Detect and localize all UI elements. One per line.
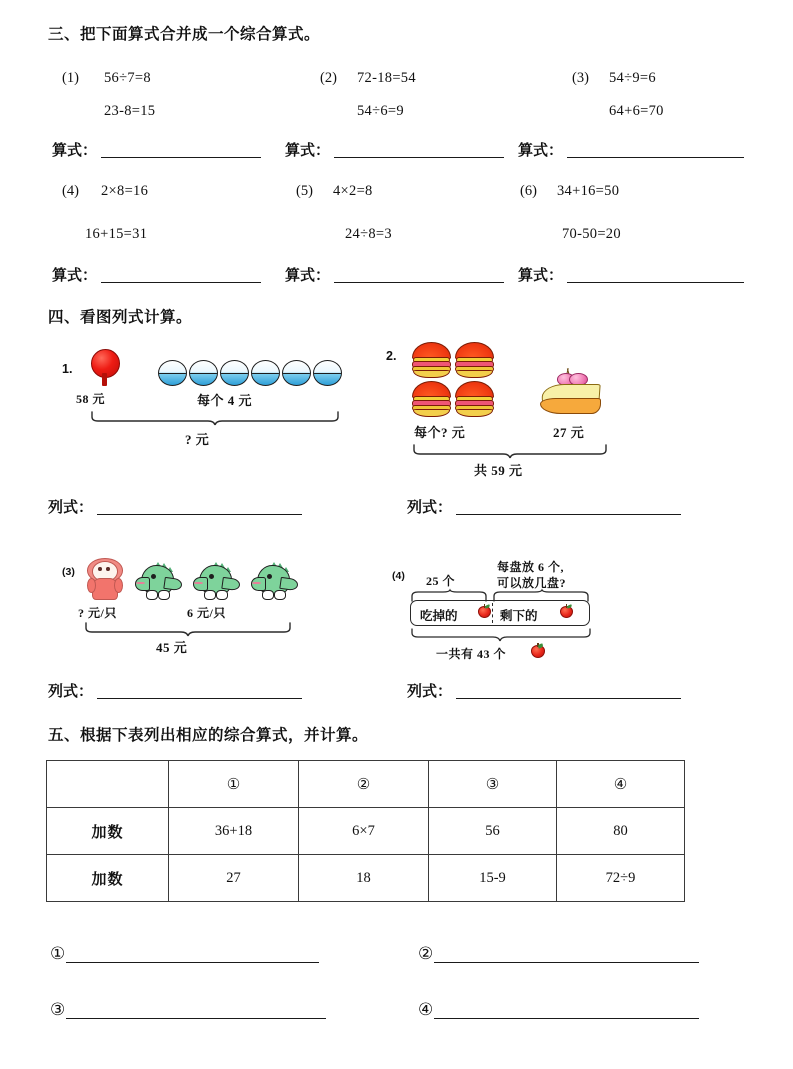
answer-blank[interactable] xyxy=(456,697,681,699)
table-cell: 6×7 xyxy=(299,808,429,855)
total-brace-label-p2: 共 59 元 xyxy=(474,463,523,478)
answer-label: 算式： xyxy=(52,267,98,284)
total-brace-p1 xyxy=(90,410,340,426)
answer-row xyxy=(52,268,261,283)
cake-price-label: 27 元 xyxy=(553,425,585,440)
answer-label: 列式： xyxy=(48,683,94,700)
problem-expression-line2: 64+6=70 xyxy=(609,103,664,119)
answer-line-1 xyxy=(50,946,319,963)
answer-blank[interactable] xyxy=(434,961,699,963)
circled-number: ③ xyxy=(50,1000,66,1020)
plates-question-line1: 每盘放 6 个, xyxy=(497,560,565,574)
answer-row xyxy=(518,268,744,283)
answer-blank[interactable] xyxy=(567,156,744,158)
answer-blank[interactable] xyxy=(101,156,261,158)
problem-number: (5) xyxy=(296,183,313,199)
answer-blank[interactable] xyxy=(456,513,681,515)
answer-blank[interactable] xyxy=(434,1017,699,1019)
table-row xyxy=(47,808,685,855)
answer-blank[interactable] xyxy=(66,961,319,963)
table-row-label: 加数 xyxy=(47,855,169,902)
picture-problem-number: 2. xyxy=(386,349,397,363)
answer-label: 算式： xyxy=(52,142,98,159)
total-brace-p3 xyxy=(84,622,292,637)
table-cell: 56 xyxy=(429,808,557,855)
answer-row xyxy=(48,500,302,515)
monkey-price-label: ? 元/只 xyxy=(78,606,117,620)
answer-row xyxy=(52,143,261,158)
answer-label: 算式： xyxy=(285,142,331,159)
table-cell: 15-9 xyxy=(429,855,557,902)
answer-blank[interactable] xyxy=(97,697,302,699)
problem-expression-line1: 54÷9=6 xyxy=(609,70,656,86)
total-brace-p2 xyxy=(412,443,608,459)
answer-label: 算式： xyxy=(518,267,564,284)
problem-expression-line2: 16+15=31 xyxy=(85,226,148,242)
problem-expression-line2: 70-50=20 xyxy=(562,226,621,242)
paddle-price-label: 58 元 xyxy=(76,392,106,406)
problem-expression-line1: 72-18=54 xyxy=(357,70,416,86)
table-cell: 18 xyxy=(299,855,429,902)
circled-number: ④ xyxy=(418,1000,434,1020)
table-row-label: 加数 xyxy=(47,808,169,855)
eaten-count-label: 25 个 xyxy=(426,574,456,588)
problem-number: (6) xyxy=(520,183,537,199)
problem-number: (4) xyxy=(62,183,79,199)
answer-row xyxy=(407,684,681,699)
total-brace-p4 xyxy=(410,628,592,642)
answer-row xyxy=(285,268,504,283)
answer-label: 列式： xyxy=(48,499,94,516)
apple-split-divider xyxy=(492,603,493,623)
table-header-row xyxy=(47,761,685,808)
picture-problem-number: (3) xyxy=(62,566,75,578)
table-header-cell: ② xyxy=(299,761,429,808)
apple-icon xyxy=(531,645,545,658)
picture-problem-number: (4) xyxy=(392,570,405,582)
section-5-title: 五、根据下表列出相应的综合算式，并计算。 xyxy=(48,727,369,744)
total-brace-label-p3: 45 元 xyxy=(156,640,188,655)
table-header-cell: ③ xyxy=(429,761,557,808)
answer-blank[interactable] xyxy=(334,281,504,283)
table-header-cell xyxy=(47,761,169,808)
answer-row xyxy=(48,684,302,699)
answer-label: 列式： xyxy=(407,683,453,700)
problem-expression-line1: 34+16=50 xyxy=(557,183,620,199)
table-cell: 36+18 xyxy=(169,808,299,855)
problem-number: (2) xyxy=(320,70,337,86)
problem-expression-line1: 4×2=8 xyxy=(333,183,373,199)
answer-row xyxy=(407,500,681,515)
answer-blank[interactable] xyxy=(66,1017,326,1019)
cake-slice-icon xyxy=(538,372,600,416)
table-cell: 80 xyxy=(557,808,685,855)
answer-line-4 xyxy=(418,1002,699,1019)
answer-label: 列式： xyxy=(407,499,453,516)
total-brace-label-p1: ? 元 xyxy=(185,432,210,447)
answer-blank[interactable] xyxy=(334,156,504,158)
answer-label: 算式： xyxy=(518,142,564,159)
ball-unit-price-label: 每个 4 元 xyxy=(197,393,253,408)
problem-expression-line2: 24÷8=3 xyxy=(345,226,392,242)
problem-number: (1) xyxy=(62,70,79,86)
answer-row xyxy=(285,143,504,158)
remaining-apples-label: 剩下的 xyxy=(500,609,538,623)
problem-expression-line2: 23-8=15 xyxy=(104,103,156,119)
burger-unit-price-label: 每个? 元 xyxy=(414,425,466,440)
total-apples-label: 一共有 43 个 xyxy=(436,647,507,661)
circled-number: ① xyxy=(50,944,66,964)
plates-question-line2: 可以放几盘? xyxy=(497,576,567,590)
answer-line-3 xyxy=(50,1002,326,1019)
problem-expression-line1: 56÷7=8 xyxy=(104,70,151,86)
section-4-title: 四、看图列式计算。 xyxy=(48,309,193,326)
dino-unit-price-label: 6 元/只 xyxy=(187,606,226,620)
table-header-cell: ④ xyxy=(557,761,685,808)
picture-problem-number: 1. xyxy=(62,362,73,376)
answer-line-2 xyxy=(418,946,699,963)
answer-blank[interactable] xyxy=(101,281,261,283)
answer-row xyxy=(518,143,744,158)
monkey-icon xyxy=(86,555,122,599)
problem-expression-line1: 2×8=16 xyxy=(101,183,149,199)
answer-blank[interactable] xyxy=(567,281,744,283)
table-cell: 72÷9 xyxy=(557,855,685,902)
table-row xyxy=(47,855,685,902)
addends-table xyxy=(46,760,685,902)
problem-expression-line2: 54÷6=9 xyxy=(357,103,404,119)
table-header-cell: ① xyxy=(169,761,299,808)
section-3-title: 三、把下面算式合并成一个综合算式。 xyxy=(48,26,321,43)
answer-label: 算式： xyxy=(285,267,331,284)
circled-number: ② xyxy=(418,944,434,964)
table-cell: 27 xyxy=(169,855,299,902)
problem-number: (3) xyxy=(572,70,589,86)
answer-blank[interactable] xyxy=(97,513,302,515)
eaten-apples-label: 吃掉的 xyxy=(420,609,458,623)
